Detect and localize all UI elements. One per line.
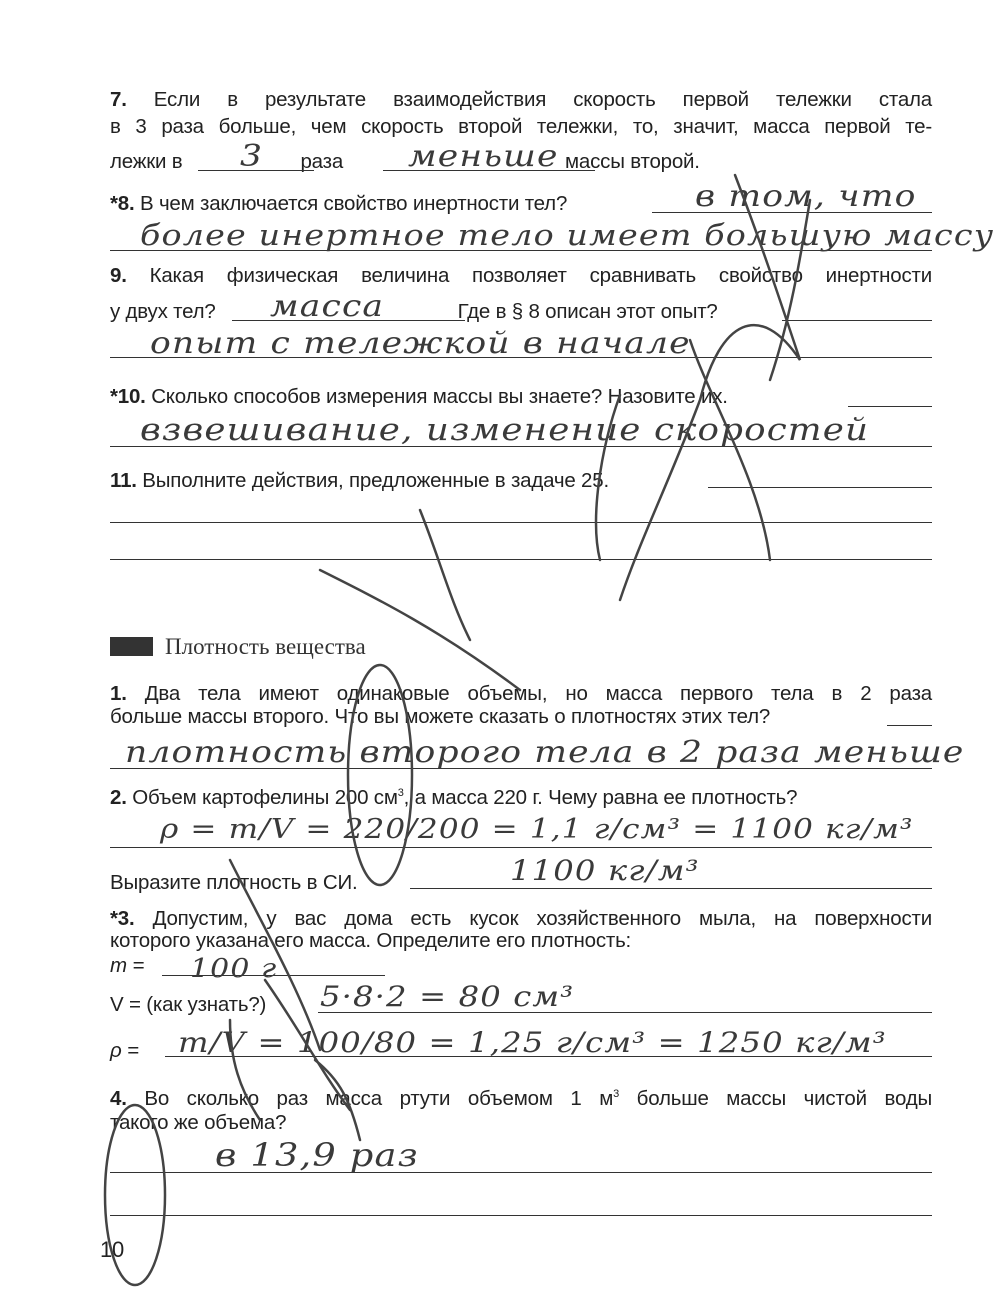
q9-text: Какая физическая величина позволяет сравнивать свойство инертности xyxy=(149,264,932,287)
s2-q3-rho-label: ρ = xyxy=(110,1039,139,1062)
s2-q4-blank-2[interactable] xyxy=(110,1215,932,1216)
s2-q2-sup: 3 xyxy=(397,787,404,800)
s2-q3-m-answer: 100 г xyxy=(190,954,278,984)
q10-text: Сколько способов измерения массы вы знаете? Назовите их. xyxy=(151,385,728,408)
s2-q1-answer: плотность второго тела в 2 раза меньше xyxy=(125,735,965,770)
s2-q1-number: 1. xyxy=(110,682,127,705)
s2-q3-v-label: V = (как узнать?) xyxy=(110,993,267,1016)
q7-line1 xyxy=(110,88,932,111)
q9-label-a: у двух тел? xyxy=(110,300,216,323)
s2-q3-m-label: m = xyxy=(110,954,145,977)
q7-label-c: массы второй. xyxy=(565,150,700,173)
q7-number: 7. xyxy=(110,88,127,111)
q11-blank-1[interactable] xyxy=(708,487,932,488)
s2-q2-answer: ρ = m/V = 220/200 = 1,1 г/см³ = 1100 кг/м³ xyxy=(160,814,914,845)
s2-q1-line2: больше массы второго. Что вы можете сказать о плотностях этих тел? xyxy=(110,705,771,728)
s2-q2-blank[interactable] xyxy=(110,847,932,848)
q10-answer: взвешивание, изменение скоростей xyxy=(140,412,870,448)
q8-answer-2: более инертное тело имеет большую массу xyxy=(140,218,995,252)
q11-blank-3[interactable] xyxy=(110,559,932,560)
s2-q4-sup: 3 xyxy=(613,1088,620,1101)
q7-label-b: раза xyxy=(300,150,344,173)
s2-q2-si-blank[interactable] xyxy=(410,888,932,889)
s2-q3-line2: которого указана его масса. Определите его плотность: xyxy=(110,929,632,952)
s2-q4-number: 4. xyxy=(110,1087,127,1110)
q10-question xyxy=(110,385,932,408)
s2-q2-question xyxy=(110,786,932,809)
q7-answer-times: 3 xyxy=(240,139,264,174)
s2-q2-number: 2. xyxy=(110,786,127,809)
q7-answer-word: меньше xyxy=(408,139,559,174)
section-marker xyxy=(110,637,153,656)
s2-q4-text-a: Во сколько раз масса ртути объемом 1 м xyxy=(144,1087,614,1110)
s2-q4-line2: такого же объема? xyxy=(110,1111,287,1134)
s2-q1-blank-1[interactable] xyxy=(887,725,932,726)
q9-answer-2: опыт с тележкой в начале xyxy=(150,326,691,361)
q11-number: 11. xyxy=(110,469,137,492)
q9-label-b: Где в § 8 описан этот опыт? xyxy=(457,300,718,323)
s2-q3-rho-answer: m/V = 100/80 = 1,25 г/см³ = 1250 кг/м³ xyxy=(178,1026,887,1059)
q7-text: Если в результате взаимодействия скорость первой тележки стала xyxy=(153,88,932,111)
section-title xyxy=(110,634,366,660)
section-title-text: Плотность вещества xyxy=(165,634,366,659)
q9-number: 9. xyxy=(110,264,127,287)
s2-q3-text: Допустим, у вас дома есть кусок хозяйственного мыла, на поверхности xyxy=(152,907,932,930)
q11-blank-2[interactable] xyxy=(110,522,932,523)
s2-q3-number: *3. xyxy=(110,907,135,930)
q9-answer-1: масса xyxy=(270,289,385,324)
q10-number: *10. xyxy=(110,385,146,408)
page-number: 10 xyxy=(100,1237,125,1262)
q8-number: *8. xyxy=(110,192,135,215)
s2-q4-line1 xyxy=(110,1087,932,1110)
q11-question xyxy=(110,469,932,492)
s2-q2-si-answer: 1100 кг/м³ xyxy=(510,854,700,887)
s2-q2-si-label: Выразите плотность в СИ. xyxy=(110,871,358,894)
q10-blank-1[interactable] xyxy=(848,406,932,407)
s2-q2-text-b: , а масса 220 г. Чему равна ее плотность? xyxy=(403,786,798,809)
q11-text: Выполните действия, предложенные в задаче 25. xyxy=(142,469,609,492)
s2-q3-line1 xyxy=(110,907,932,930)
q9-blank-2[interactable] xyxy=(782,320,932,321)
s2-q1-line1 xyxy=(110,682,932,705)
q9-line1 xyxy=(110,264,932,287)
q7-line2: в 3 раза больше, чем скорость второй тележки, то, значит, масса первой те- xyxy=(110,115,932,138)
s2-q1-text: Два тела имеют одинаковые объемы, но масса первого тела в 2 раза xyxy=(144,682,932,705)
s2-q4-text-b: больше массы чистой воды xyxy=(619,1087,932,1110)
q7-label-a: лежки в xyxy=(110,150,183,173)
s2-q2-text-a: Объем картофелины 200 см xyxy=(132,786,398,809)
q8-answer-1: в том, что xyxy=(695,179,917,214)
q8-text: В чем заключается свойство инертности тел? xyxy=(139,192,568,215)
s2-q3-v-answer: 5·8·2 = 80 см³ xyxy=(320,980,575,1013)
s2-q4-answer: в 13,9 раз xyxy=(215,1136,419,1174)
